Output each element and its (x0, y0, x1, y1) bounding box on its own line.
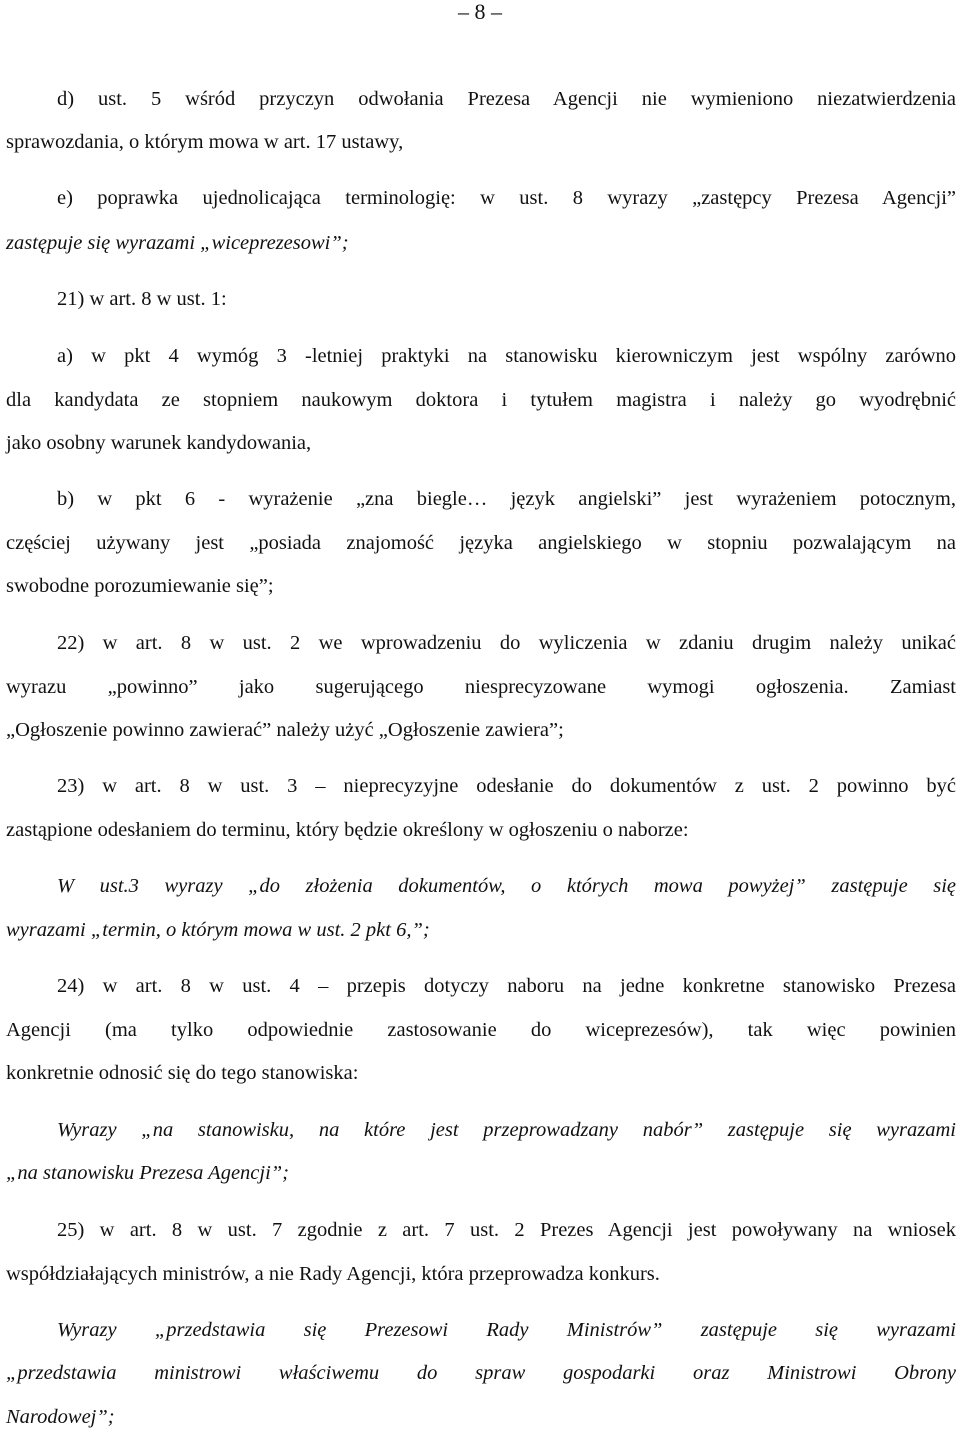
text-line: 22) w art. 8 w ust. 2 we wprowadzeniu do wyliczenia w zdaniu drugim należy unikać (57, 632, 956, 654)
text-line: zastępuje się wyrazami „wiceprezesowi”; (6, 232, 349, 254)
text-line: 25) w art. 8 w ust. 7 zgodnie z art. 7 ust. 2 Prezes Agencji jest powoływany na wniosek (57, 1219, 956, 1241)
text-line: dla kandydata ze stopniem naukowym doktora i tytułem magistra i należy go wyodrębnić (6, 389, 956, 411)
text-line: wyrazu „powinno” jako sugerującego niesprecyzowane wymogi ogłoszenia. Zamiast (6, 676, 956, 698)
text-line: a) w pkt 4 wymóg 3 -letniej praktyki na stanowisku kierowniczym jest wspólny zarówno (57, 345, 956, 367)
text-line: Wyrazy „przedstawia się Prezesowi Rady Ministrów” zastępuje się wyrazami (57, 1319, 956, 1341)
text-line: W ust.3 wyrazy „do złożenia dokumentów, o których mowa powyżej” zastępuje się (57, 875, 956, 897)
text-line: d) ust. 5 wśród przyczyn odwołania Prezesa Agencji nie wymieniono niezatwierdzenia (57, 88, 956, 110)
text-line: Wyrazy „na stanowisku, na które jest przeprowadzany nabór” zastępuje się wyrazami (57, 1119, 956, 1141)
text-line: 23) w art. 8 w ust. 3 – nieprecyzyjne odesłanie do dokumentów z ust. 2 powinno być (57, 775, 956, 797)
text-line: e) poprawka ujednolicająca terminologię: w ust. 8 wyrazy „zastępcy Prezesa Agencji” (57, 187, 956, 209)
text-line: Agencji (ma tylko odpowiednie zastosowanie do wiceprezesów), tak więc powinien (6, 1019, 956, 1041)
text-line: 24) w art. 8 w ust. 4 – przepis dotyczy naboru na jedne konkretne stanowisko Prezesa (57, 975, 956, 997)
text-line: b) w pkt 6 - wyrażenie „zna biegle… język angielski” jest wyrażeniem potocznym, (57, 488, 956, 510)
text-line: częściej używany jest „posiada znajomość języka angielskiego w stopniu pozwalającym na (6, 532, 956, 554)
text-line: wyrazami „termin, o którym mowa w ust. 2 pkt 6,”; (6, 919, 430, 941)
text-line: Narodowej”; (6, 1406, 115, 1428)
text-line: „Ogłoszenie powinno zawierać” należy użyć „Ogłoszenie zawiera”; (6, 719, 564, 741)
text-line: jako osobny warunek kandydowania, (6, 432, 312, 454)
text-line: swobodne porozumiewanie się”; (6, 575, 274, 597)
text-line: zastąpione odesłaniem do terminu, który będzie określony w ogłoszeniu o naborze: (6, 819, 689, 841)
text-line: „przedstawia ministrowi właściwemu do spraw gospodarki oraz Ministrowi Obrony (6, 1362, 956, 1384)
text-line: konkretnie odnosić się do tego stanowiska: (6, 1062, 359, 1084)
text-line: 21) w art. 8 w ust. 1: (57, 288, 227, 310)
text-line: współdziałających ministrów, a nie Rady Agencji, która przeprowadza konkurs. (6, 1263, 660, 1285)
page-number: – 8 – (458, 0, 502, 24)
text-line: „na stanowisku Prezesa Agencji”; (6, 1162, 290, 1184)
text-line: sprawozdania, o którym mowa w art. 17 ustawy, (6, 131, 404, 153)
